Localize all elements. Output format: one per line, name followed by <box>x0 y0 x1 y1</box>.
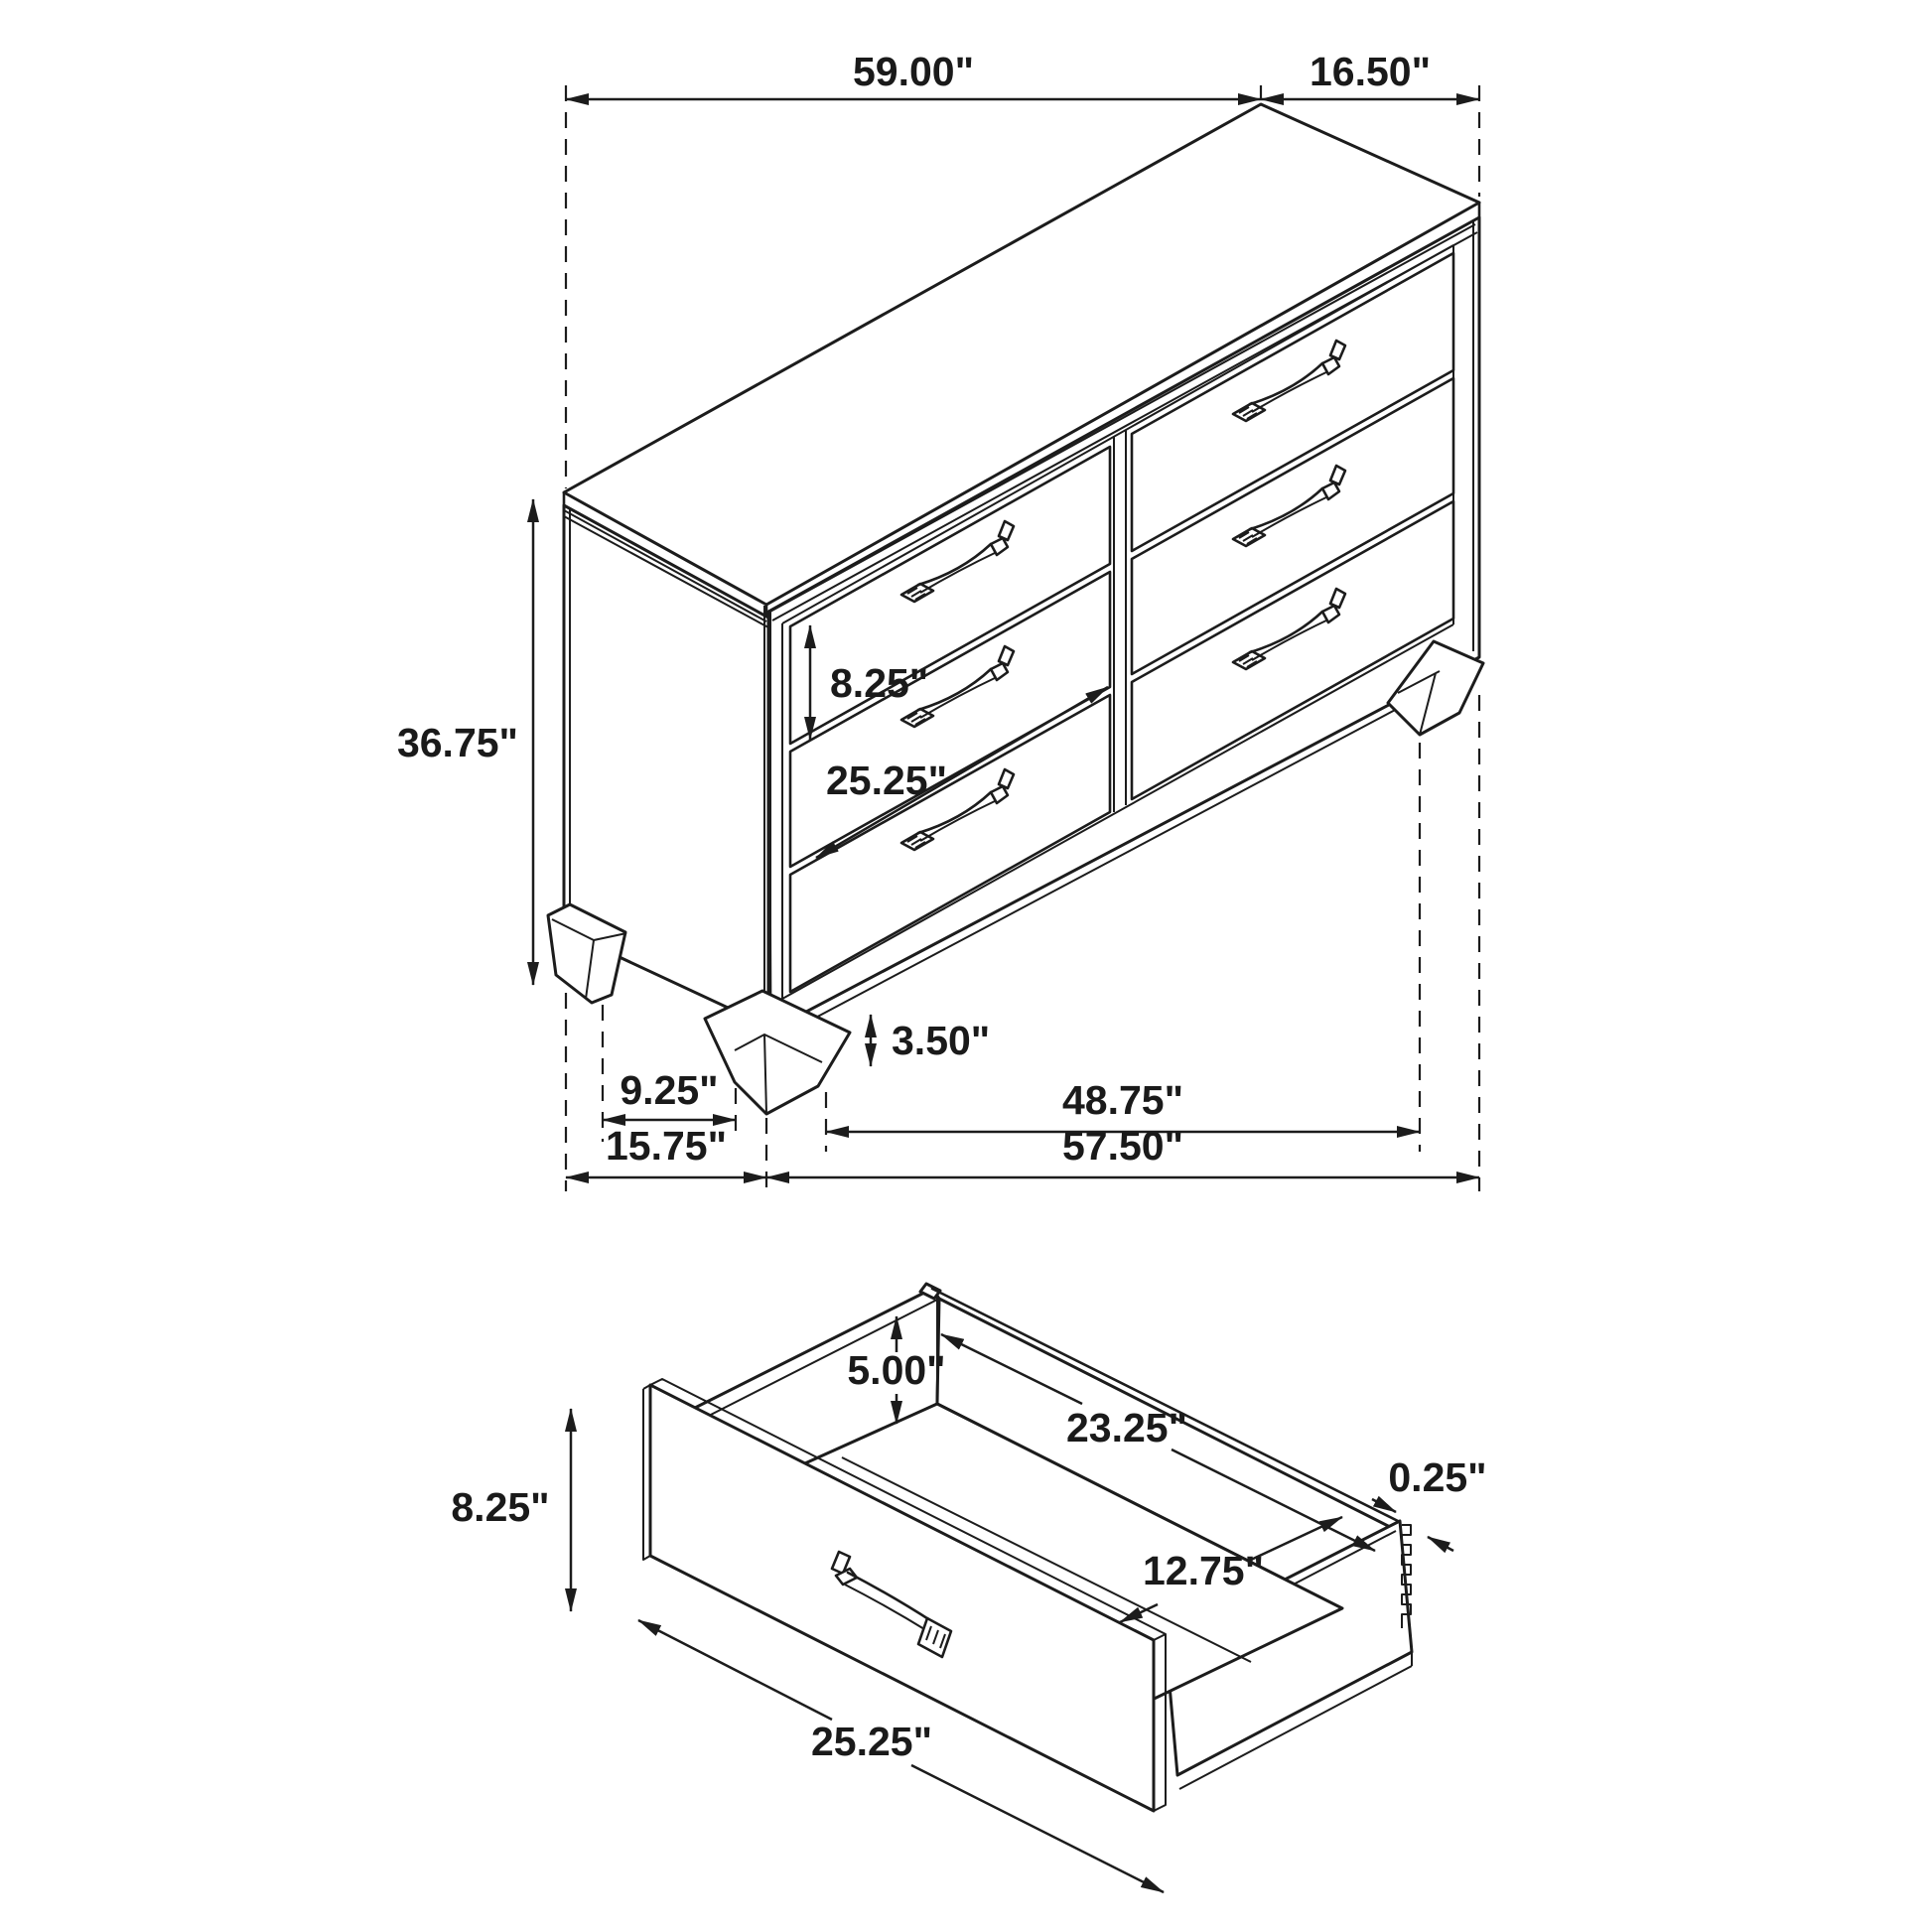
dim-label-drawer-height: 8.25" <box>830 660 929 706</box>
dim-label-drawer-front-height: 8.25" <box>451 1484 550 1530</box>
dim-label-base-width: 57.50" <box>1061 1123 1184 1169</box>
dresser-cabinet-drawing <box>548 104 1483 1114</box>
dim-label-side-thickness: 0.25" <box>1388 1454 1487 1500</box>
dimension-foot-height <box>871 1015 990 1066</box>
dimension-top-depth <box>1261 49 1479 99</box>
dresser-isometric-view <box>397 49 1483 1191</box>
drawer-box-drawing <box>643 1284 1412 1811</box>
dim-label-foot-spacing: 9.25" <box>620 1067 719 1113</box>
dim-label-drawer-inner-width: 23.25" <box>1065 1405 1188 1450</box>
dimension-drawer-front-height <box>451 1409 571 1611</box>
dim-label-drawer-inner-depth: 12.75" <box>1142 1548 1265 1593</box>
dim-label-foot-height: 3.50" <box>892 1018 991 1063</box>
dimension-foot-spacing <box>603 1067 736 1120</box>
dimension-side-depth <box>566 1123 766 1177</box>
dimension-height <box>397 499 533 985</box>
dimension-width <box>566 49 1261 99</box>
dim-label-drawer-width: 25.25" <box>825 758 948 803</box>
dim-label-side-depth: 15.75" <box>605 1123 728 1169</box>
dim-label-height: 36.75" <box>396 720 518 765</box>
dim-label-drawer-inner-height: 5.00" <box>847 1347 946 1393</box>
dim-label-top-depth: 16.50" <box>1309 49 1432 94</box>
dim-label-front-span: 48.75" <box>1061 1077 1184 1123</box>
drawer-isometric-view <box>451 1284 1486 1892</box>
dim-label-drawer-front-width: 25.25" <box>810 1719 933 1764</box>
dim-label-dresser-width: 59.00" <box>852 49 975 94</box>
